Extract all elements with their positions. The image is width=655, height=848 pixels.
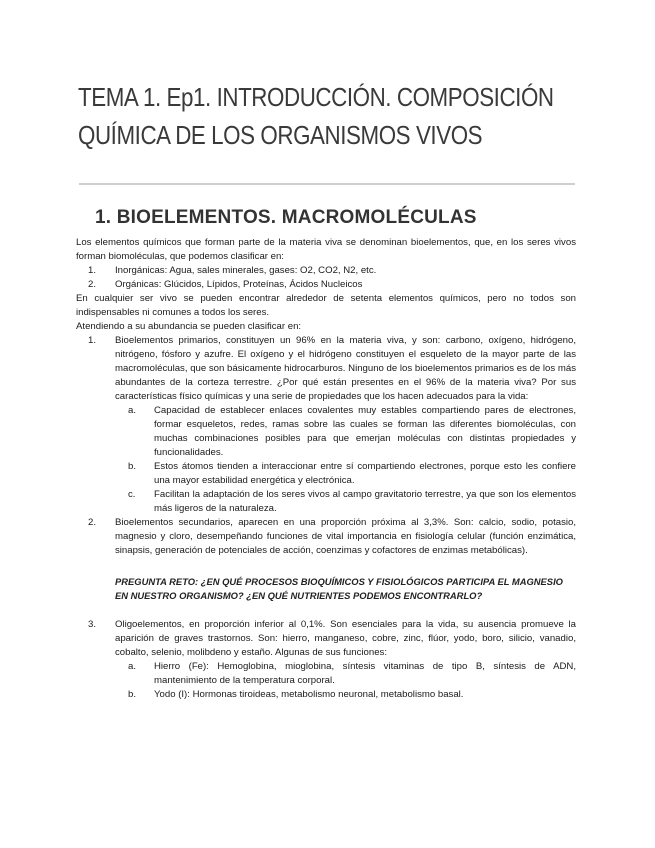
document-body [76, 236, 576, 702]
list-number: 1. [88, 265, 97, 276]
sub-list-letter: a. [128, 405, 137, 416]
sub-list-letter: b. [128, 461, 137, 472]
sub-list-item [76, 660, 576, 688]
sub-list-text: Hierro (Fe): Hemoglobina, mioglobina, síntesis vitaminas de tipo B, síntesis de ADN, mantenimiento de la temperatura corporal. [154, 661, 576, 686]
intro-paragraph: Los elementos químicos que forman parte de la materia viva se denominan bioelementos, que, en los seres vivos forman biomoléculas, que podemos clasificar en: [76, 237, 576, 262]
list-text: Bioelementos primarios, constituyen un 96% en la materia viva, y son: carbono, oxígeno, hidrógeno, nitrógeno, fósforo y azufre. El oxígeno y el hidrógeno constituyen el esqueleto de la mayor parte de las macromoléculas, que son básicamente hidrocarburos. Ninguno de los bioelementos primarios es de los más abundantes de la corteza terrestre. ¿Por qué están presentes en el 96% de la materia viva? Por sus características físico químicas y una serie de propiedades que los hacen adecuados para la vida: [115, 335, 576, 402]
sub-list-letter: b. [128, 689, 137, 700]
title-divider [79, 183, 575, 185]
list-item [76, 334, 576, 404]
sub-list-text: Estos átomos tienden a interaccionar entre sí compartiendo electrones, porque esto les confiere una mayor estabilidad energética y electrónica. [154, 461, 576, 486]
sub-list-letter: a. [128, 661, 137, 672]
list-item [76, 618, 576, 660]
list-number: 3. [88, 619, 97, 630]
paragraph: Atendiendo a su abundancia se pueden clasificar en: [76, 321, 302, 332]
list-number: 2. [88, 517, 97, 528]
sub-list-text: Yodo (I): Hormonas tiroideas, metabolismo neuronal, metabolismo basal. [154, 689, 464, 700]
challenge-question: PREGUNTA RETO: ¿EN QUÉ PROCESOS BIOQUÍMICOS Y FISIOLÓGICOS PARTICIPA EL MAGNESIO EN NUESTRO ORGANISMO? ¿EN QUÉ NUTRIENTES PODEMOS ENCONTRARLO? [115, 576, 563, 601]
list-text: Orgánicas: Glúcidos, Lípidos, Proteínas, Ácidos Nucleicos [115, 279, 363, 290]
sub-list-item [76, 488, 576, 516]
section-heading: 1. BIOELEMENTOS. MACROMOLÉCULAS [95, 207, 477, 228]
list-item [76, 264, 576, 278]
list-text: Oligoelementos, en proporción inferior al 0,1%. Son esenciales para la vida, su ausencia promueve la aparición de graves trastornos. Son: hierro, manganeso, cobre, zinc, flúor, yodo, boro, silicio, vanadio, cobalto, selenio, molibdeno y estaño. Algunas de sus funciones: [115, 619, 576, 658]
list-item [76, 516, 576, 558]
sub-list-text: Facilitan la adaptación de los seres vivos al campo gravitatorio terrestre, ya que son los elementos más ligeros de la naturaleza. [154, 489, 576, 514]
list-item [76, 278, 576, 292]
sub-list-letter: c. [128, 489, 136, 500]
list-number: 2. [88, 279, 97, 290]
document-title: TEMA 1. Ep1. INTRODUCCIÓN. COMPOSICIÓN QUÍMICA DE LOS ORGANISMOS VIVOS [78, 82, 554, 150]
sub-list-item [76, 688, 576, 702]
list-text: Bioelementos secundarios, aparecen en una proporción próxima al 3,3%. Son: calcio, sodio, potasio, magnesio y cloro, desempeñando funciones de vital importancia en fisiología celular (función enzimática, sinapsis, generación de potenciales de acción, coenzimas y cofactores de enzimas metabólicas). [115, 517, 576, 556]
sub-list-item [76, 460, 576, 488]
paragraph: En cualquier ser vivo se pueden encontrar alrededor de setenta elementos químicos, pero no todos son indispensables ni comunes a todos los seres. [76, 293, 576, 318]
sub-list-text: Capacidad de establecer enlaces covalentes muy estables compartiendo pares de electrones, formar esqueletos, redes, ramas sobre las cuales se forman las diferentes biomoléculas, con muchas combinaciones posibles para que emerjan moléculas con distintas propiedades y funcionalidades. [154, 405, 576, 458]
list-text: Inorgánicas: Agua, sales minerales, gases: O2, CO2, N2, etc. [115, 265, 377, 276]
sub-list-item [76, 404, 576, 460]
list-number: 1. [88, 335, 97, 346]
